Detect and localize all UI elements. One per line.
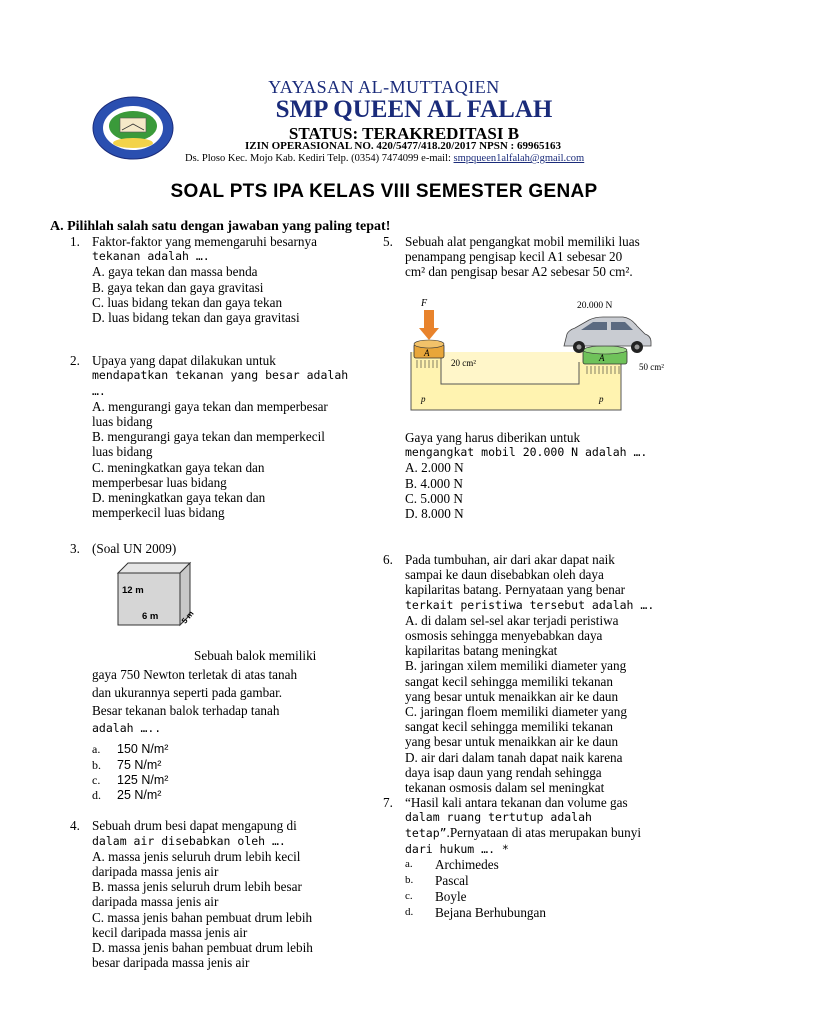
option-c-cont: yang besar untuk menaikkan air ke daun — [405, 734, 619, 750]
question-stem: Sebuah drum besi dapat mengapung di — [92, 818, 297, 834]
option-a: A. massa jenis seluruh drum lebih kecil — [92, 848, 301, 864]
question-stem: “Hasil kali antara tekanan dan volume gas — [405, 795, 628, 810]
question-number: 5. — [383, 234, 393, 249]
option-d-cont: besar daripada massa jenis air — [92, 955, 250, 971]
option-b: B. mengurangi gaya tekan dan memperkecil — [92, 429, 325, 445]
option-d: D. air dari dalam tanah dapat naik karena — [405, 749, 623, 765]
option-d-cont: daya isap daun yang rendah sehingga — [405, 764, 602, 780]
option-b: b. 75 N/m² — [92, 757, 162, 772]
option-d: D. luas bidang tekan dan gaya gravitasi — [92, 310, 300, 326]
block-depth-label: 5 m — [179, 609, 196, 626]
option-d: D. meningkatkan gaya tekan dan — [92, 490, 266, 506]
question-stem-line: mendapatkan tekanan yang besar adalah …. — [92, 368, 349, 398]
option-d: D. 8.000 N — [405, 506, 464, 522]
question-4 — [52, 818, 367, 970]
question-stem-part: tetap” — [405, 826, 447, 841]
option-a-cont: daripada massa jenis air — [92, 864, 219, 880]
option-b-cont: sangat kecil sehingga memiliki tekanan — [405, 673, 614, 689]
accreditation-status: STATUS: TERAKREDITASI B — [288, 124, 520, 143]
option-c: c. Boyle — [405, 889, 467, 905]
option-b: B. massa jenis seluruh drum lebih besar — [92, 879, 302, 895]
question-stem-line: sampai ke daun disebabkan oleh daya — [405, 567, 604, 583]
option-c: C. massa jenis bahan pembuat drum lebih — [92, 909, 313, 925]
option-d-cont: tekanan osmosis dalam sel meningkat — [405, 780, 605, 796]
option-d: d. 25 N/m² — [92, 788, 162, 803]
question-stem: Pada tumbuhan, air dari akar dapat naik — [405, 552, 615, 567]
option-a: A. di dalam sel-sel akar terjadi peristiwa — [405, 612, 619, 628]
option-a: A. gaya tekan dan massa benda — [92, 264, 258, 280]
question-stem-line: cm² dan pengisap besar A2 sebesar 50 cm². — [405, 264, 633, 280]
option-c-cont: memperbesar luas bidang — [92, 474, 227, 490]
school-name: SMP QUEEN AL FALAH — [275, 96, 553, 123]
option-a: A. mengurangi gaya tekan dan memperbesar — [92, 398, 328, 414]
options-list — [92, 742, 362, 803]
pressure-p2-label: p — [599, 394, 604, 404]
right-column — [365, 234, 705, 921]
option-c: c. 125 N/m² — [92, 772, 169, 787]
question-stem-line: dalam air disebabkan oleh …. — [92, 833, 286, 848]
piston-a2-label: A — [599, 353, 605, 363]
option-a-cont: luas bidang — [92, 414, 153, 430]
exam-title: SOAL PTS IPA KELAS VIII SEMESTER GENAP — [170, 181, 598, 202]
car-weight-label: 20.000 N — [577, 301, 613, 311]
option-c: C. 5.000 N — [405, 490, 463, 506]
question-number: 4. — [70, 818, 80, 834]
large-area-label: 50 cm² — [639, 362, 664, 372]
question-stem-line: penampang pengisap kecil A1 sebesar 20 — [405, 249, 623, 265]
question-stem: Faktor-faktor yang memengaruhi besarnya — [92, 234, 317, 249]
question-6 — [365, 552, 705, 795]
question-stem-line: Besar tekanan balok terhadap tanah — [92, 703, 280, 719]
option-b-cont: daripada massa jenis air — [92, 894, 219, 910]
left-column — [52, 234, 367, 970]
option-a-cont: kapilaritas batang meningkat — [405, 643, 558, 659]
option-c-cont: sangat kecil sehingga memiliki tekanan — [405, 719, 614, 735]
address-text: Ds. Ploso Kec. Mojo Kab. Kediri Telp. (0354) 7474099 e-mail: — [185, 153, 454, 164]
question-7 — [365, 795, 705, 922]
block-height-label: 12 m — [122, 585, 144, 597]
options-list — [405, 857, 705, 922]
section-a-instruction: A. Pilihlah salah satu dengan jawaban yang paling tepat! — [50, 219, 391, 234]
question-5-continued — [365, 430, 705, 521]
question-number: 6. — [383, 552, 393, 567]
question-number: 7. — [383, 795, 393, 810]
question-stem: Sebuah alat pengangkat mobil memiliki luas — [405, 234, 640, 249]
option-b: B. gaya tekan dan gaya gravitasi — [92, 279, 264, 295]
option-c-cont: kecil daripada massa jenis air — [92, 924, 248, 940]
question-3 — [52, 541, 367, 803]
option-b-cont: luas bidang — [92, 444, 153, 460]
question-2 — [52, 353, 367, 520]
option-a-cont: osmosis sehingga menyebabkan daya — [405, 628, 603, 644]
question-stem-line: terkait peristiwa tersebut adalah …. — [405, 597, 655, 612]
question-stem: Sebuah balok memiliki — [194, 648, 317, 664]
question-number: 1. — [70, 234, 80, 249]
option-d-cont: memperkecil luas bidang — [92, 505, 225, 521]
option-b-cont: yang besar untuk menaikkan air ke daun — [405, 688, 619, 704]
option-a: a. 150 N/m² — [92, 742, 169, 757]
force-label: F — [421, 298, 428, 309]
school-address — [185, 153, 584, 164]
question-source: (Soal UN 2009) — [92, 541, 177, 557]
question-stem: Upaya yang dapat dilakukan untuk — [92, 353, 276, 369]
email-link[interactable]: smpqueen1alfalah@gmail.com — [453, 153, 585, 164]
foundation-name: YAYASAN AL-MUTTAQIEN — [268, 77, 500, 97]
question-stem-line: dalam ruang tertutup adalah — [405, 810, 592, 825]
small-area-label: 20 cm² — [451, 358, 476, 368]
question-number: 3. — [70, 541, 80, 557]
pressure-p1-label: p — [421, 394, 426, 404]
option-d: d. Bejana Berhubungan — [405, 905, 546, 921]
piston-a1-label: A — [424, 348, 430, 358]
question-5 — [365, 234, 705, 280]
question-stem-line: dan ukurannya seperti pada gambar. — [92, 684, 283, 700]
option-c: C. luas bidang tekan dan gaya tekan — [92, 294, 283, 310]
question-1 — [52, 234, 367, 325]
question-stem-line: dari hukum …. * — [405, 841, 509, 856]
block-width-label: 6 m — [142, 611, 159, 623]
option-b: B. jaringan xilem memiliki diameter yang — [405, 658, 627, 674]
option-c: C. meningkatkan gaya tekan dan — [92, 459, 265, 475]
question-stem-line: Gaya yang harus diberikan untuk — [405, 430, 581, 445]
question-stem-line: kapilaritas batang. Pernyataan yang benar — [405, 582, 626, 598]
question-stem-line: mengangkat mobil 20.000 N adalah …. — [405, 445, 648, 460]
question-stem-line: adalah ….. — [92, 721, 162, 736]
option-b: b. Pascal — [405, 873, 469, 889]
question-stem-line: gaya 750 Newton terletak di atas tanah — [92, 666, 298, 682]
option-d: D. massa jenis bahan pembuat drum lebih — [92, 940, 313, 956]
option-a: a. Archimedes — [405, 856, 499, 872]
option-a: A. 2.000 N — [405, 460, 464, 476]
option-b: B. 4.000 N — [405, 475, 463, 491]
question-stem-line: tekanan adalah …. — [92, 249, 210, 264]
question-text — [92, 648, 362, 803]
operational-permit: IZIN OPERASIONAL NO. 420/5477/418.20/2017 NPSN : 69965163 — [245, 140, 561, 152]
hydraulic-lift-diagram — [409, 294, 681, 414]
block-diagram — [114, 563, 194, 629]
question-number: 2. — [70, 353, 80, 369]
question-stem-part: .Pernyataan di atas merupakan bunyi — [446, 825, 641, 841]
option-c: C. jaringan floem memiliki diameter yang — [405, 704, 627, 720]
